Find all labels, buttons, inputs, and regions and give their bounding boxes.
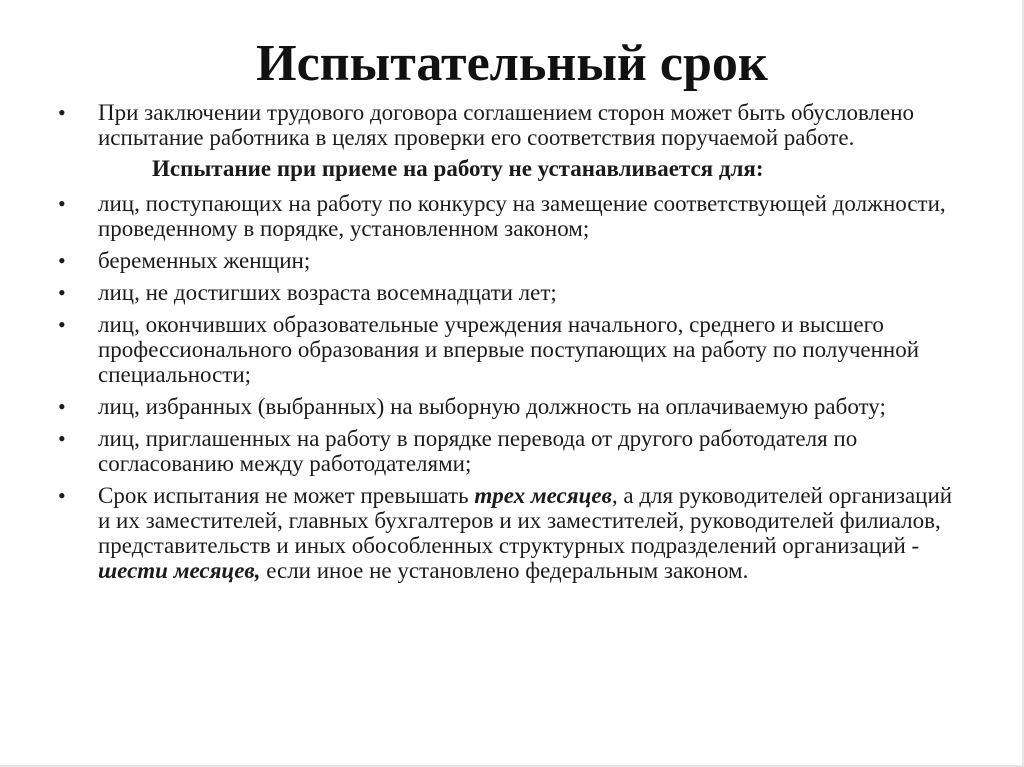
list-item-text: лиц, окончивших образовательные учреждения начального, среднего и высшего профессионального образования и впервые поступающих на работу по полученной специальности; bbox=[98, 312, 920, 387]
list-item bbox=[58, 248, 958, 273]
list-item bbox=[58, 394, 958, 419]
bullet-marker: • bbox=[58, 248, 66, 273]
list-item bbox=[58, 280, 958, 305]
bullet-marker: • bbox=[58, 394, 66, 419]
bullet-marker: • bbox=[58, 280, 66, 305]
probation-term-paragraph bbox=[58, 483, 958, 583]
term-text-part3: если иное не установлено федеральным законом. bbox=[260, 558, 749, 583]
intro-paragraph bbox=[58, 100, 958, 150]
list-item-text: лиц, приглашенных на работу в порядке перевода от другого работодателя по согласованию между работодателями; bbox=[98, 426, 858, 476]
list-item bbox=[58, 426, 958, 476]
bullet-marker: • bbox=[58, 426, 66, 451]
slide-title: Испытательный срок bbox=[256, 35, 768, 92]
term-emphasis-three-months: трех месяцев bbox=[474, 483, 612, 508]
term-text-part1: Срок испытания не может превышать bbox=[98, 483, 475, 508]
bullet-marker: • bbox=[58, 100, 66, 125]
list-item bbox=[58, 312, 958, 387]
bullet-marker: • bbox=[58, 191, 66, 216]
slide-content bbox=[58, 100, 958, 583]
list-item-text: беременных женщин; bbox=[98, 248, 311, 273]
bullet-marker: • bbox=[58, 483, 66, 508]
bullet-marker: • bbox=[58, 312, 66, 337]
list-item-text: лиц, поступающих на работу по конкурсу на замещение соответствующей должности, проведенному в порядке, установленном законом; bbox=[98, 191, 946, 241]
term-emphasis-six-months: шести месяцев, bbox=[98, 558, 261, 583]
list-item-text: лиц, избранных (выбранных) на выборную должность на оплачиваемую работу; bbox=[98, 394, 886, 419]
list-item-text: лиц, не достигших возраста восемнадцати лет; bbox=[98, 280, 557, 305]
term-text-part2: , а для руководителей организаций и их заместителей, главных бухгалтеров и их заместителей, руководителей филиалов, представительств и иных обособленных структурных подразделений организаций - bbox=[98, 483, 953, 558]
exemptions-list bbox=[58, 191, 958, 476]
exemptions-heading: Испытание при приеме на работу не устанавливается для: bbox=[152, 156, 764, 181]
list-item bbox=[58, 191, 958, 241]
intro-text: При заключении трудового договора соглашением сторон может быть обусловлено испытание работника в целях проверки его соответствия поручаемой работе. bbox=[98, 100, 915, 150]
